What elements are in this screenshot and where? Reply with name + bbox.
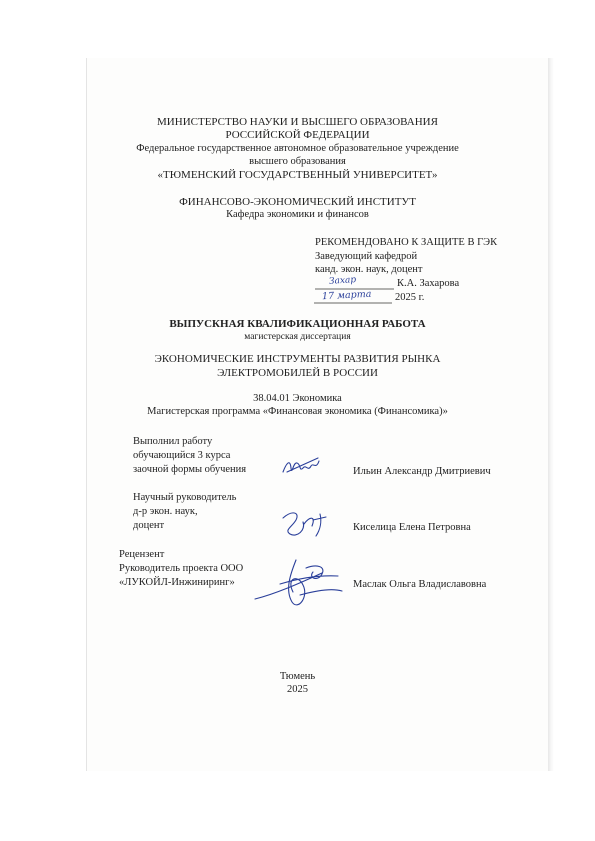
institution-line-1: Федеральное государственное автономное образовательное учреждение <box>136 143 459 154</box>
approval-title: РЕКОМЕНДОВАНО К ЗАЩИТЕ В ГЭК <box>315 237 498 248</box>
supervisor-role-line-1: Научный руководитель <box>133 492 237 503</box>
approval-name: К.А. Захарова <box>397 278 460 289</box>
work-subtype: магистерская диссертация <box>244 332 351 342</box>
author-name: Ильин Александр Дмитриевич <box>353 466 491 477</box>
program-name: Магистерская программа «Финансовая экономика (Финансомика)» <box>147 406 448 417</box>
approval-degree: канд. экон. наук, доцент <box>315 264 423 275</box>
approval-year: 2025 г. <box>395 292 425 303</box>
approval-position: Заведующий кафедрой <box>315 251 418 262</box>
reviewer-role-line-1: Рецензент <box>119 549 165 560</box>
supervisor-role-line-3: доцент <box>133 520 165 531</box>
supervisor-role-line-2: д-р экон. наук, <box>133 506 198 517</box>
specialty-code: 38.04.01 Экономика <box>253 393 342 404</box>
work-type: ВЫПУСКНАЯ КВАЛИФИКАЦИОННАЯ РАБОТА <box>169 318 426 330</box>
university-name: «ТЮМЕНСКИЙ ГОСУДАРСТВЕННЫЙ УНИВЕРСИТЕТ» <box>157 169 438 181</box>
institution-line-2: высшего образования <box>249 156 346 167</box>
approval-signature: Захар <box>328 275 357 287</box>
ministry-line-2: РОССИЙСКОЙ ФЕДЕРАЦИИ <box>225 129 370 141</box>
year: 2025 <box>287 684 308 695</box>
work-title-line-1: ЭКОНОМИЧЕСКИЕ ИНСТРУМЕНТЫ РАЗВИТИЯ РЫНКА <box>154 353 441 365</box>
author-role-line-2: обучающийся 3 курса <box>133 450 231 461</box>
author-role-line-1: Выполнил работу <box>133 436 213 447</box>
city: Тюмень <box>279 671 316 682</box>
approval-date-handwritten: 17 марта <box>321 288 372 303</box>
institute-name: ФИНАНСОВО-ЭКОНОМИЧЕСКИЙ ИНСТИТУТ <box>179 196 416 208</box>
reviewer-role-line-2: Руководитель проекта ООО <box>119 563 244 574</box>
department-name: Кафедра экономики и финансов <box>226 209 369 220</box>
ministry-line-1: МИНИСТЕРСТВО НАУКИ И ВЫСШЕГО ОБРАЗОВАНИЯ <box>157 116 438 128</box>
reviewer-role-line-3: «ЛУКОЙЛ-Инжиниринг» <box>119 577 235 588</box>
author-role-line-3: заочной формы обучения <box>133 464 247 475</box>
work-title-line-2: ЭЛЕКТРОМОБИЛЕЙ В РОССИИ <box>217 367 378 379</box>
reviewer-name: Маслак Ольга Владиславовна <box>353 579 487 590</box>
supervisor-name: Киселица Елена Петровна <box>353 522 471 533</box>
